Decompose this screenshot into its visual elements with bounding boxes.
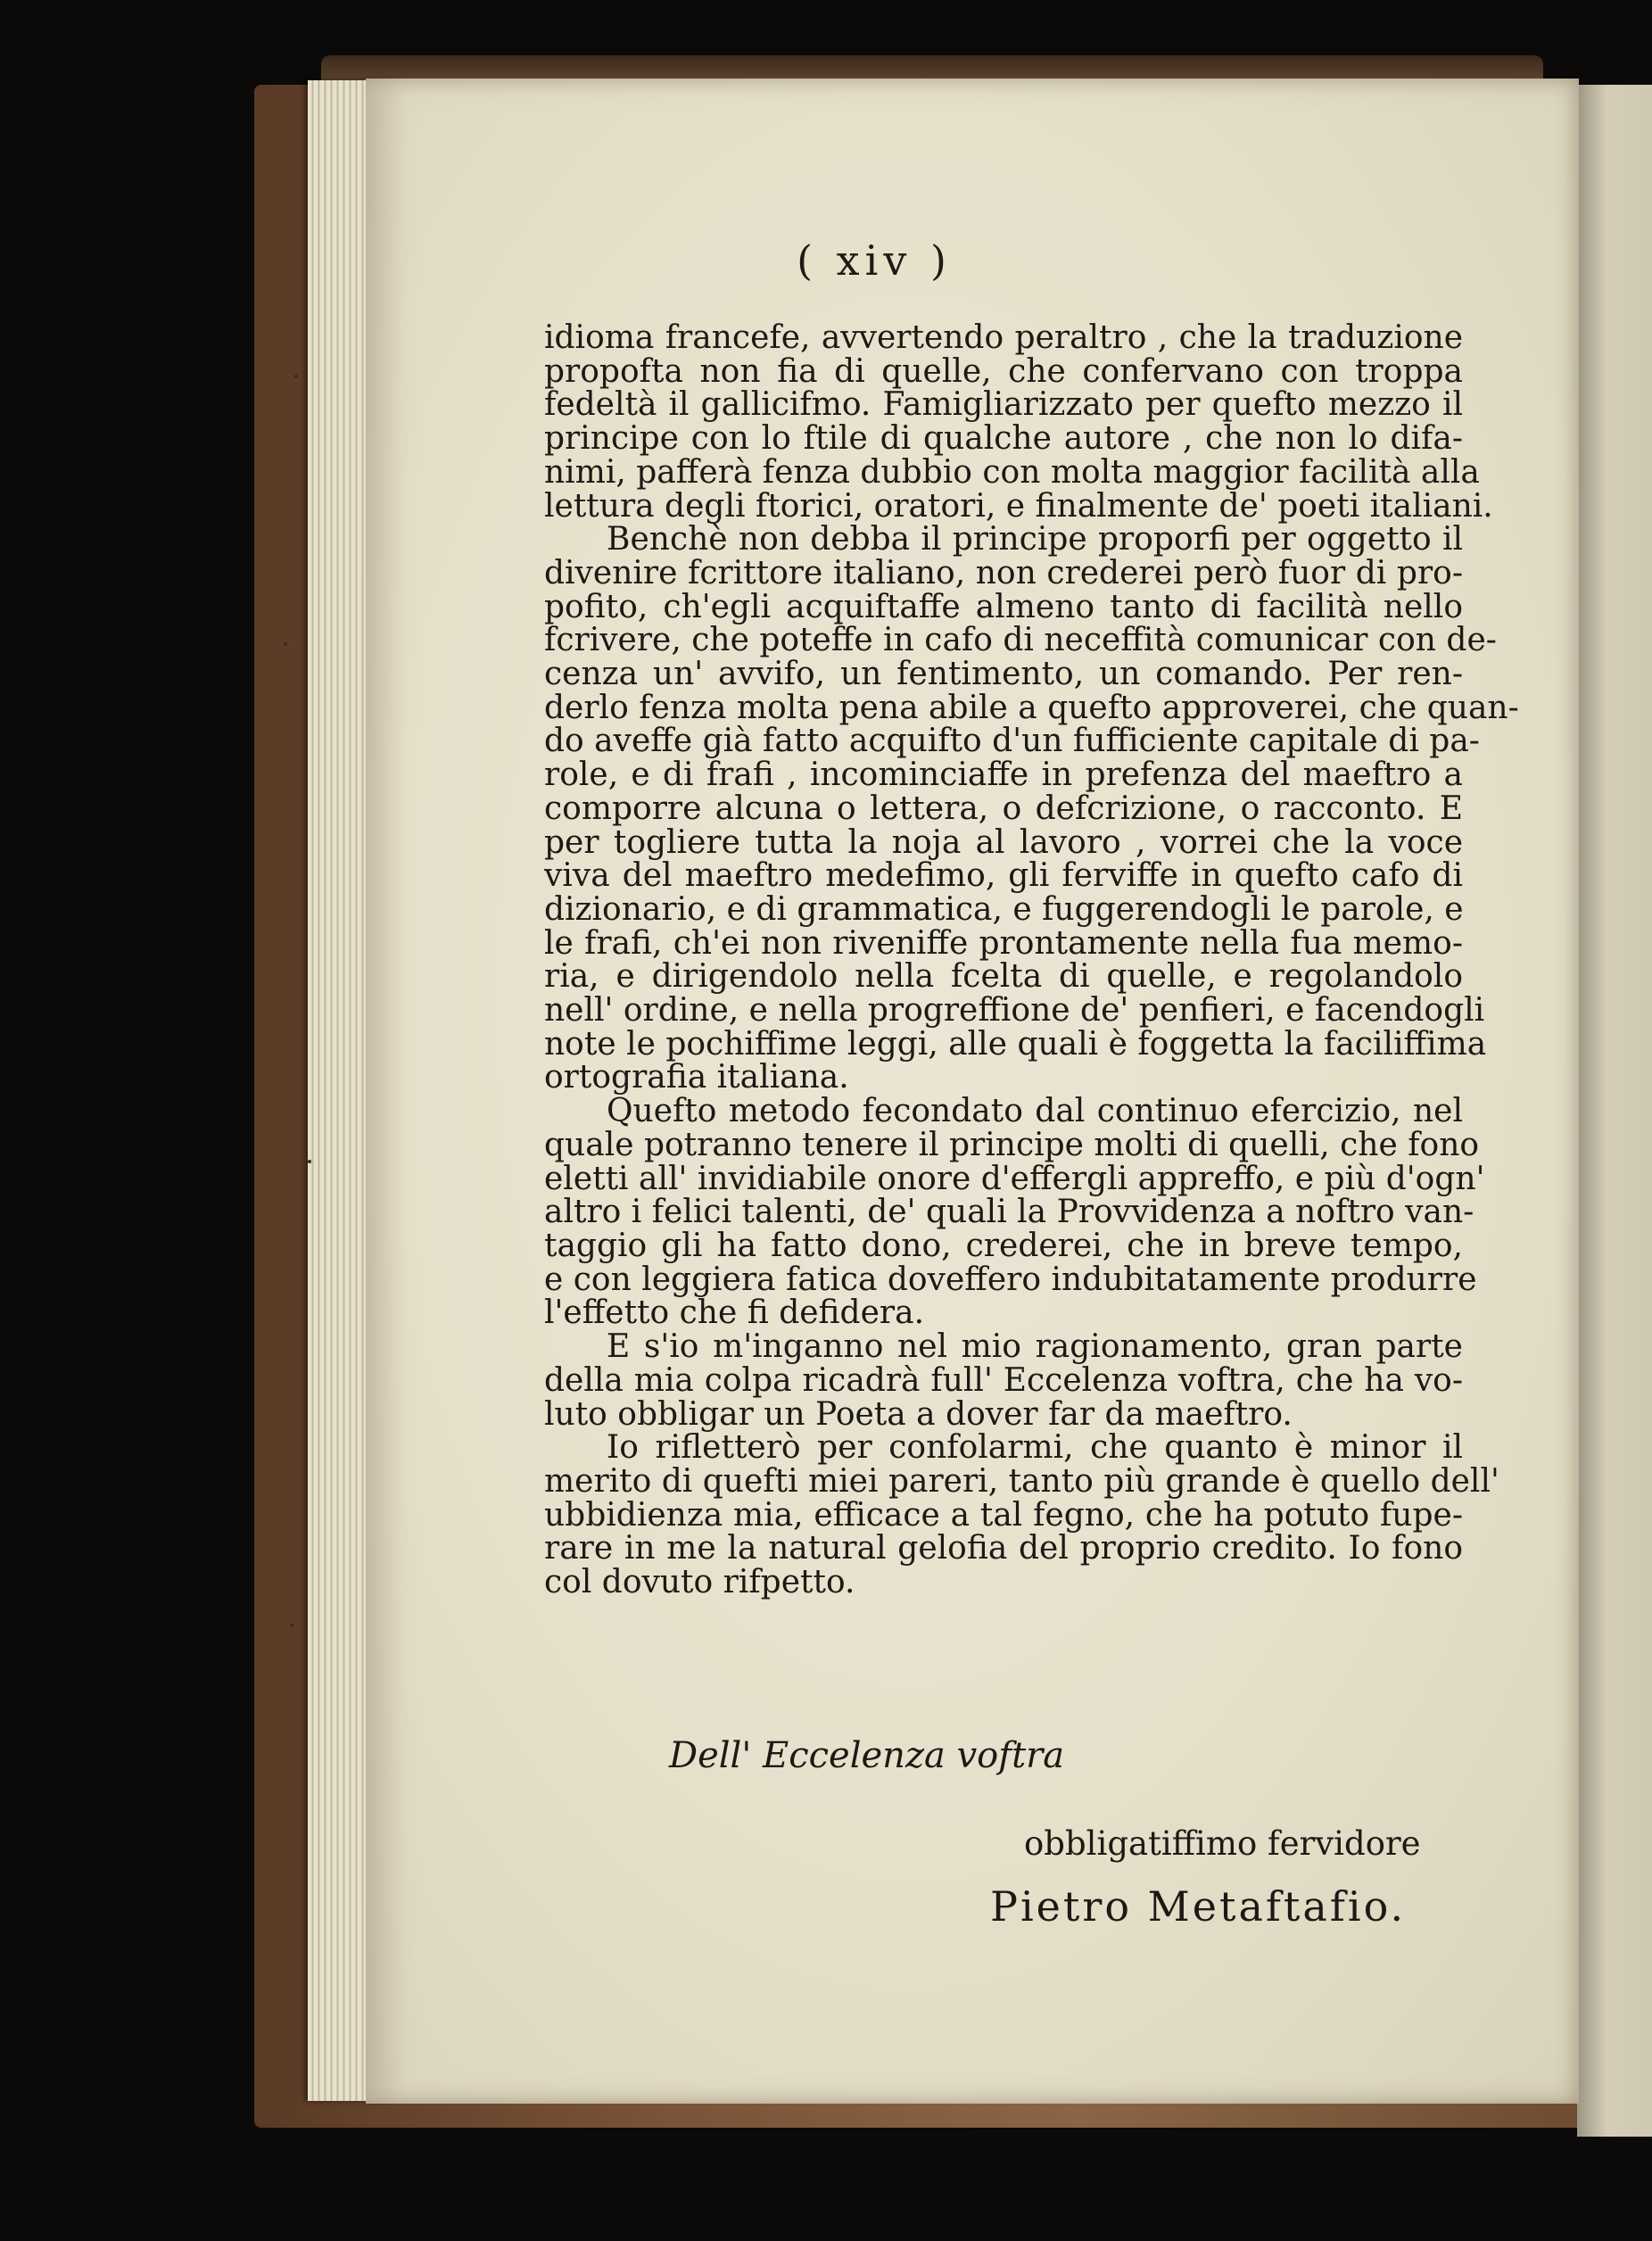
text-line: role, e di frafi , incominciaffe in prefenza del maeftro a xyxy=(544,757,1463,794)
text-line: rare in me la natural gelofia del proprio credito. Io fono xyxy=(544,1530,1463,1567)
cover-speck xyxy=(308,1160,311,1163)
text-line: divenire fcrittore italiano, non crederei però fuor di pro- xyxy=(544,554,1463,591)
text-line: do aveffe già fatto acquifto d'un fufficiente capitale di pa- xyxy=(544,723,1480,760)
cover-speck xyxy=(290,1624,293,1627)
text-line: lettura degli ftorici, oratori, e finalmente de' poeti italiani. xyxy=(544,487,1493,525)
text-line: Io rifletterò per confolarmi, che quanto è minor il xyxy=(607,1429,1463,1467)
text-line: ria, e dirigendolo nella fcelta di quelle, e regolandolo xyxy=(544,958,1463,996)
text-line: l'effetto che fi defidera. xyxy=(544,1294,925,1332)
body-text xyxy=(544,319,1519,1601)
cover-speck xyxy=(294,375,298,378)
paragraph xyxy=(544,1429,1499,1601)
text-line: luto obbligar un Poeta a dover far da maeftro. xyxy=(544,1395,1293,1433)
facing-page-edge xyxy=(1577,85,1652,2137)
text-line: eletti all' invidiabile onore d'effergli appreffo, e più d'ogn' xyxy=(544,1160,1485,1197)
text-line: ortografia italiana. xyxy=(544,1059,849,1096)
text-line: altro i felici talenti, de' quali la Provvidenza a noftro van- xyxy=(544,1194,1474,1231)
text-line: della mia colpa ricadrà full' Eccelenza voftra, che ha vo- xyxy=(544,1361,1463,1399)
text-line: le frafi, ch'ei non riveniffe prontamente nella fua memo- xyxy=(544,924,1463,962)
text-line: idioma francefe, avvertendo peraltro , che la traduzione xyxy=(544,319,1463,356)
text-line: dizionario, e di grammatica, e fuggerendogli le parole, e xyxy=(544,890,1464,928)
paragraph xyxy=(544,1093,1485,1332)
text-line: derlo fenza molta pena abile a quefto approverei, che quan- xyxy=(544,689,1519,726)
text-line: Benchè non debba il principe proporfi per oggetto il xyxy=(607,521,1463,558)
text-line: note le pochiffime leggi, alle quali è foggetta la faciliffima xyxy=(544,1025,1487,1063)
cover-speck xyxy=(284,642,287,646)
text-line: pofito, ch'egli acquiftaffe almeno tanto di facilità nello xyxy=(544,588,1463,625)
servant-line: obbligatiffimo fervidore xyxy=(1024,1824,1421,1863)
closing-salutation: Dell' Eccelenza voftra xyxy=(669,1735,1065,1776)
text-line: cenza un' avvifo, un fentimento, un comando. Per ren- xyxy=(544,656,1463,693)
text-line: E s'io m'inganno nel mio ragionamento, gran parte xyxy=(607,1328,1463,1366)
text-line: merito di quefti miei pareri, tanto più grande è quello dell' xyxy=(544,1462,1499,1500)
text-line: nimi, pafferà fenza dubbio con molta maggior facilità alla xyxy=(544,453,1480,491)
text-line: col dovuto rifpetto. xyxy=(544,1564,855,1601)
page-number-header: ( xiv ) xyxy=(797,236,952,285)
text-line: fcrivere, che poteffe in cafo di neceffità comunicar con de- xyxy=(544,622,1497,659)
text-line: quale potranno tenere il principe molti di quelli, che fono xyxy=(544,1126,1480,1163)
text-line: principe con lo ftile di qualche autore , che non lo difa- xyxy=(544,420,1463,458)
text-line: propofta non fia di quelle, che confervano con troppa xyxy=(544,352,1463,390)
text-line: viva del maeftro medefimo, gli ferviffe in quefto cafo di xyxy=(544,857,1463,895)
text-line: e con leggiera fatica doveffero indubitatamente produrre xyxy=(544,1261,1477,1298)
text-line: per togliere tutta la noja al lavoro , vorrei che la voce xyxy=(544,823,1463,861)
signature: Pietro Metaftafio. xyxy=(990,1882,1407,1931)
text-line: nell' ordine, e nella progreffione de' penfieri, e facendogli xyxy=(544,992,1485,1030)
text-line: Quefto metodo fecondato dal continuo efercizio, nel xyxy=(607,1093,1463,1130)
paragraph xyxy=(544,319,1493,525)
text-line: ubbidienza mia, efficace a tal fegno, che ha potuto fupe- xyxy=(544,1496,1463,1534)
text-line: comporre alcuna o lettera, o defcrizione, o racconto. E xyxy=(544,790,1463,827)
text-line: fedeltà il gallicifmo. Famigliarizzato per quefto mezzo il xyxy=(544,386,1463,424)
text-line: taggio gli ha fatto dono, crederei, che in breve tempo, xyxy=(544,1227,1463,1264)
paragraph xyxy=(544,521,1519,1096)
paragraph xyxy=(544,1330,1463,1431)
